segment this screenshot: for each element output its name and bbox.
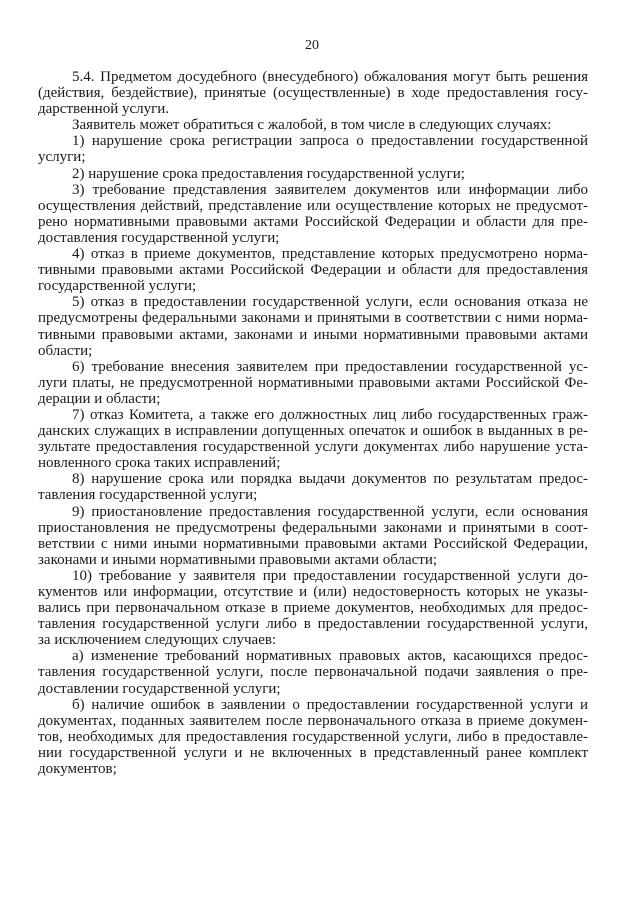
text-line: услуги; bbox=[38, 149, 86, 166]
text-line: зультате предоставления государственной услуги документах либо нарушение уста- bbox=[38, 439, 588, 456]
text-line: 9) приостановление предоставления государственной услуги, если основания bbox=[72, 503, 588, 520]
text-line: 5.4. Предметом досудебного (внесудебного) обжалования могут быть решения bbox=[72, 69, 588, 85]
text-line: законами и иными нормативными правовыми актами области; bbox=[38, 551, 438, 568]
text-line: ветствии с ними иными нормативными правовыми актами Российской Федерации, bbox=[38, 535, 588, 552]
text-line: нии государственной услуги и не включенных в представленный ранее комплект bbox=[38, 744, 588, 761]
text-line: вались при первоначальном отказе в приеме документов, необходимых для предос- bbox=[38, 600, 588, 617]
text-line: 3) требование представления заявителем документов или информации либо bbox=[72, 181, 588, 198]
text-line: 2) нарушение срока предоставления государственной услуги; bbox=[72, 165, 465, 182]
text-line: дерации и области; bbox=[38, 390, 161, 407]
text-line: луги платы, не предусмотренной нормативными правовыми актами Российской Фе- bbox=[38, 374, 588, 391]
text-line: кументов или информации, отсутствие и (или) недостоверность которых не указы- bbox=[38, 584, 588, 600]
text-line: 1) нарушение срока регистрации запроса о предоставлении государственной bbox=[72, 133, 588, 150]
text-line: тивными правовыми актами Российской Федерации и области для предоставления bbox=[38, 262, 588, 279]
text-line: данских служащих в исправлении допущенных опечаток и ошибок в выданных в ре- bbox=[38, 423, 588, 440]
text-line: документов; bbox=[38, 761, 117, 778]
text-line: б) наличие ошибок в заявлении о предоставлении государственной услуги и bbox=[72, 696, 588, 713]
text-line: осуществления действий, представление или осуществление которых не предусмот- bbox=[38, 197, 588, 214]
text-line: документах, поданных заявителем после первоначального отказа в приеме докумен- bbox=[38, 712, 588, 729]
text-line: 10) требование у заявителя при предоставлении государственной услуги до- bbox=[72, 567, 588, 584]
text-line: тавления государственной услуги; bbox=[38, 487, 258, 504]
text-line: Заявитель может обратиться с жалобой, в том числе в следующих случаях: bbox=[72, 117, 552, 134]
text-line: предусмотрены федеральными законами и принятыми в соответствии с ними норма- bbox=[38, 310, 588, 327]
text-line: области; bbox=[38, 342, 93, 359]
text-line: 5) отказ в предоставлении государственной услуги, если основания отказа не bbox=[72, 294, 588, 311]
text-line: тавления государственной услуги, после первоначальной подачи заявления о пре- bbox=[38, 664, 588, 681]
text-line: государственной услуги; bbox=[38, 278, 197, 295]
document-body bbox=[38, 69, 588, 777]
text-line: рено нормативными правовыми актами Российской Федерации и области для пре- bbox=[38, 213, 588, 230]
text-line: приостановления не предусмотрены федеральными законами и принятыми в соот- bbox=[38, 519, 588, 536]
text-line: доставления государственной услуги; bbox=[38, 229, 280, 246]
text-line: 4) отказ в приеме документов, представление которых предусмотрено норма- bbox=[72, 246, 588, 263]
text-line: 6) требование внесения заявителем при предоставлении государственной ус- bbox=[72, 358, 588, 375]
text-line: за исключением следующих случаев: bbox=[38, 632, 277, 649]
text-line: (действия, бездействие), принятые (осуществленные) в ходе предоставления госу- bbox=[38, 85, 588, 102]
text-line: новленного срока таких исправлений; bbox=[38, 455, 281, 472]
text-line: тов, необходимых для предоставления государственной услуги, либо в предоставле- bbox=[38, 728, 588, 745]
text-line: тавления государственной услуги либо в предоставлении государственной услуги, bbox=[38, 616, 588, 633]
text-line: а) изменение требований нормативных правовых актов, касающихся предос- bbox=[72, 648, 588, 665]
page-number: 20 bbox=[305, 38, 319, 53]
text-line: доставлении государственной услуги; bbox=[38, 680, 281, 697]
text-line: 8) нарушение срока или порядка выдачи документов по результатам предос- bbox=[72, 471, 588, 488]
text-line: 7) отказ Комитета, а также его должностных лиц либо государственных граж- bbox=[72, 406, 588, 423]
text-line: дарственной услуги. bbox=[38, 101, 170, 118]
text-line: тивными правовыми актами, законами и иными нормативными правовыми актами bbox=[38, 326, 588, 343]
